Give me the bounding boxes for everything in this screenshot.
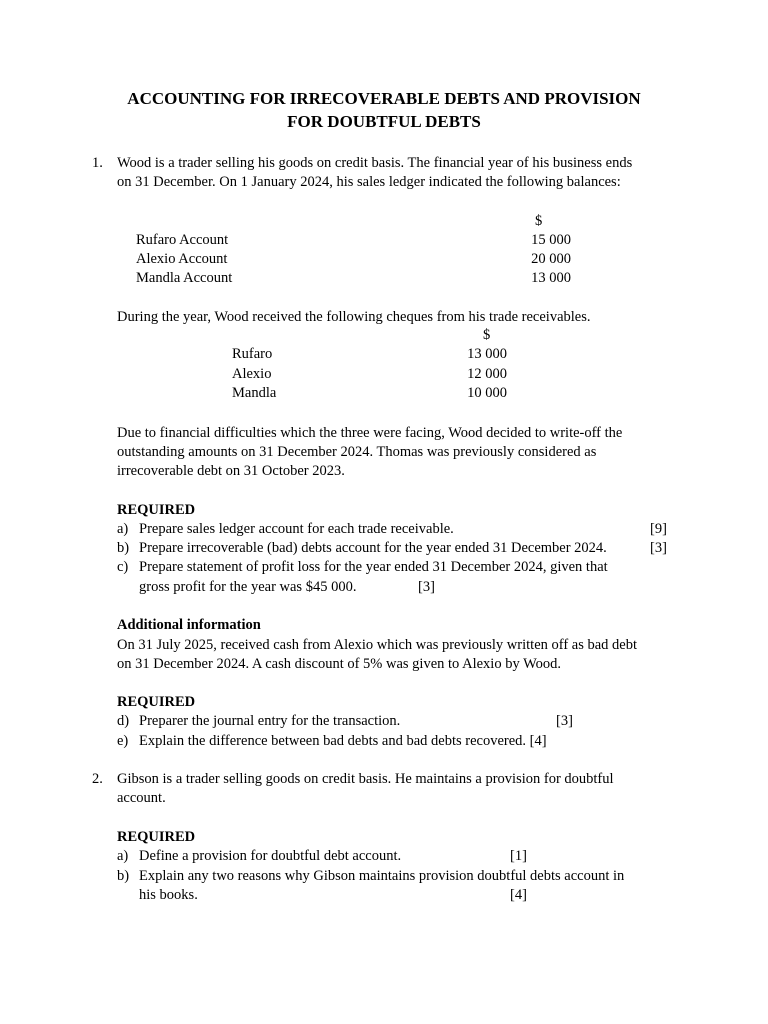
question-1-number: 1. <box>92 155 103 171</box>
required-heading: REQUIRED <box>117 829 196 845</box>
balances-currency-header: $ <box>535 213 543 229</box>
item-marks: [9] <box>650 521 667 537</box>
difficulties-line2: outstanding amounts on 31 December 2024. Thomas was previously considered as <box>117 444 597 460</box>
cheques-currency-header: $ <box>483 327 491 343</box>
question-2-number: 2. <box>92 771 103 787</box>
item-text: Prepare statement of profit loss for the year ended 31 December 2024, given that <box>139 559 608 575</box>
cheque-row-name: Rufaro <box>232 346 273 362</box>
document-title-line2: FOR DOUBTFUL DEBTS <box>287 112 481 131</box>
cheque-row-amount: 12 000 <box>467 366 507 382</box>
additional-info-line2: on 31 December 2024. A cash discount of 5% was given to Alexio by Wood. <box>117 656 561 672</box>
balance-row-name: Rufaro Account <box>136 232 229 248</box>
balance-row-name: Mandla Account <box>136 270 233 286</box>
item-letter: b) <box>117 540 130 556</box>
item-text: Define a provision for doubtful debt account. <box>139 848 402 864</box>
balance-row-amount: 13 000 <box>531 270 571 286</box>
item-text: Prepare irrecoverable (bad) debts account for the year ended 31 December 2024. <box>139 540 607 556</box>
q1-intro-line1: Wood is a trader selling his goods on credit basis. The financial year of his business ends <box>117 155 633 171</box>
item-marks: [3] <box>650 540 667 556</box>
required-heading: REQUIRED <box>117 694 196 710</box>
item-text-continued: gross profit for the year was $45 000. <box>139 579 357 595</box>
item-letter: a) <box>117 848 129 864</box>
item-text: Prepare sales ledger account for each trade receivable. <box>139 521 454 537</box>
item-marks: [1] <box>510 848 527 864</box>
item-text: Explain any two reasons why Gibson maintains provision doubtful debts account in <box>139 868 625 884</box>
item-letter: e) <box>117 733 129 749</box>
balance-row-amount: 20 000 <box>531 251 571 267</box>
q1-intro-line2: on 31 December. On 1 January 2024, his sales ledger indicated the following balances: <box>117 174 621 190</box>
balance-row-amount: 15 000 <box>531 232 571 248</box>
item-letter: c) <box>117 559 129 575</box>
cheque-row-amount: 10 000 <box>467 385 507 401</box>
cheque-row-amount: 13 000 <box>467 346 507 362</box>
additional-info-heading: Additional information <box>117 617 261 633</box>
balance-row-name: Alexio Account <box>136 251 228 267</box>
difficulties-line1: Due to financial difficulties which the three were facing, Wood decided to write-off the <box>117 425 623 441</box>
difficulties-line3: irrecoverable debt on 31 October 2023. <box>117 463 345 479</box>
cheque-row-name: Alexio <box>232 366 272 382</box>
cheques-intro: During the year, Wood received the following cheques from his trade receivables. <box>117 309 591 325</box>
required-heading: REQUIRED <box>117 502 196 518</box>
q2-intro-line1: Gibson is a trader selling goods on credit basis. He maintains a provision for doubtful <box>117 771 614 787</box>
item-text: Preparer the journal entry for the transaction. <box>139 713 401 729</box>
cheque-row-name: Mandla <box>232 385 277 401</box>
item-letter: d) <box>117 713 130 729</box>
item-marks: [3] <box>556 713 573 729</box>
item-letter: a) <box>117 521 129 537</box>
item-marks: [4] <box>510 887 527 903</box>
item-text-continued: his books. <box>139 887 198 903</box>
item-marks: [3] <box>418 579 435 595</box>
q2-intro-line2: account. <box>117 790 166 806</box>
additional-info-line1: On 31 July 2025, received cash from Alexio which was previously written off as bad debt <box>117 637 638 653</box>
item-text: Explain the difference between bad debts and bad debts recovered. [4] <box>139 733 547 749</box>
item-letter: b) <box>117 868 130 884</box>
document-title-line1: ACCOUNTING FOR IRRECOVERABLE DEBTS AND PROVISION <box>127 89 641 108</box>
